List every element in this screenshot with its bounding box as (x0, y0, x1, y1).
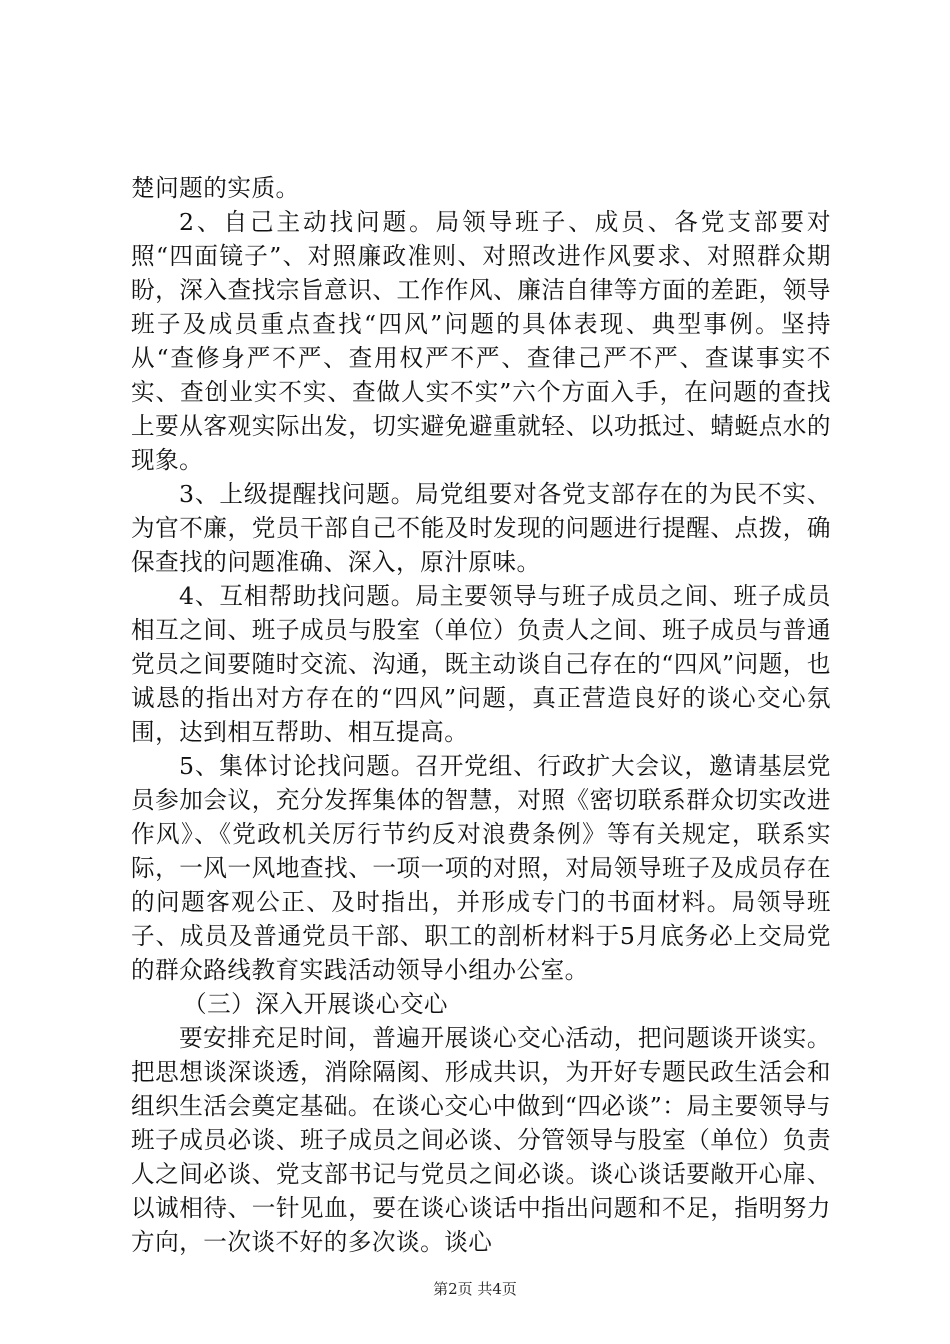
page-footer (0, 1279, 950, 1299)
paragraph-item-2: 2、自己主动找问题。局领导班子、成员、各党支部要对照“四面镜子”、对照廉政准则、对照改进作风要求、对照群众期盼，深入查找宗旨意识、工作作风、廉洁自律等方面的差距，领导班子及成员重点查找“四风”问题的具体表现、典型事例。坚持从“查修身严不严、查用权严不严、查律己严不严、查谋事实不实、查创业实不实、查做人实不实”六个方面入手，在问题的查找上要从客观实际出发，切实避免避重就轻、以功抵过、蜻蜓点水的现象。 (131, 208, 831, 474)
paragraph-item-5: 5、集体讨论找问题。召开党组、行政扩大会议，邀请基层党员参加会议，充分发挥集体的智慧，对照《密切联系群众切实改进作风》、《党政机关厉行节约反对浪费条例》等有关规定，联系实际，一风一风地查找、一项一项的对照，对局领导班子及成员存在的问题客观公正、及时指出，并形成专门的书面材料。局领导班子、成员及普通党员干部、职工的剖析材料于5月底务必上交局党的群众路线教育实践活动领导小组办公室。 (131, 752, 831, 984)
page-number: 第2页 共4页 (433, 1280, 517, 1298)
paragraph-continuation: 楚问题的实质。 (131, 174, 300, 202)
paragraph-item-4: 4、互相帮助找问题。局主要领导与班子成员之间、班子成员相互之间、班子成员与股室（单位）负责人之间、班子成员与普通党员之间要随时交流、沟通，既主动谈自己存在的“四风”问题，也诚恳的指出对方存在的“四风”问题，真正营造良好的谈心交心氛围，达到相互帮助、相互提高。 (131, 582, 831, 746)
paragraph-item-3: 3、上级提醒找问题。局党组要对各党支部存在的为民不实、为官不廉，党员干部自己不能及时发现的问题进行提醒、点拨，确保查找的问题准确、深入，原汁原味。 (131, 480, 831, 576)
paragraph-section-body: 要安排充足时间，普遍开展谈心交心活动，把问题谈开谈实。把思想谈深谈透，消除隔阂、形成共识，为开好专题民政生活会和组织生活会奠定基础。在谈心交心中做到“四必谈”：局主要领导与班子成员必谈、班子成员之间必谈、分管领导与股室（单位）负责人之间必谈、党支部书记与党员之间必谈。谈心谈话要敞开心扉、以诚相待、一针见血，要在谈心谈话中指出问题和不足，指明努力方向，一次谈不好的多次谈。谈心 (131, 1024, 831, 1256)
section-heading: （三）深入开展谈心交心 (183, 990, 449, 1018)
document-body (131, 171, 831, 1259)
